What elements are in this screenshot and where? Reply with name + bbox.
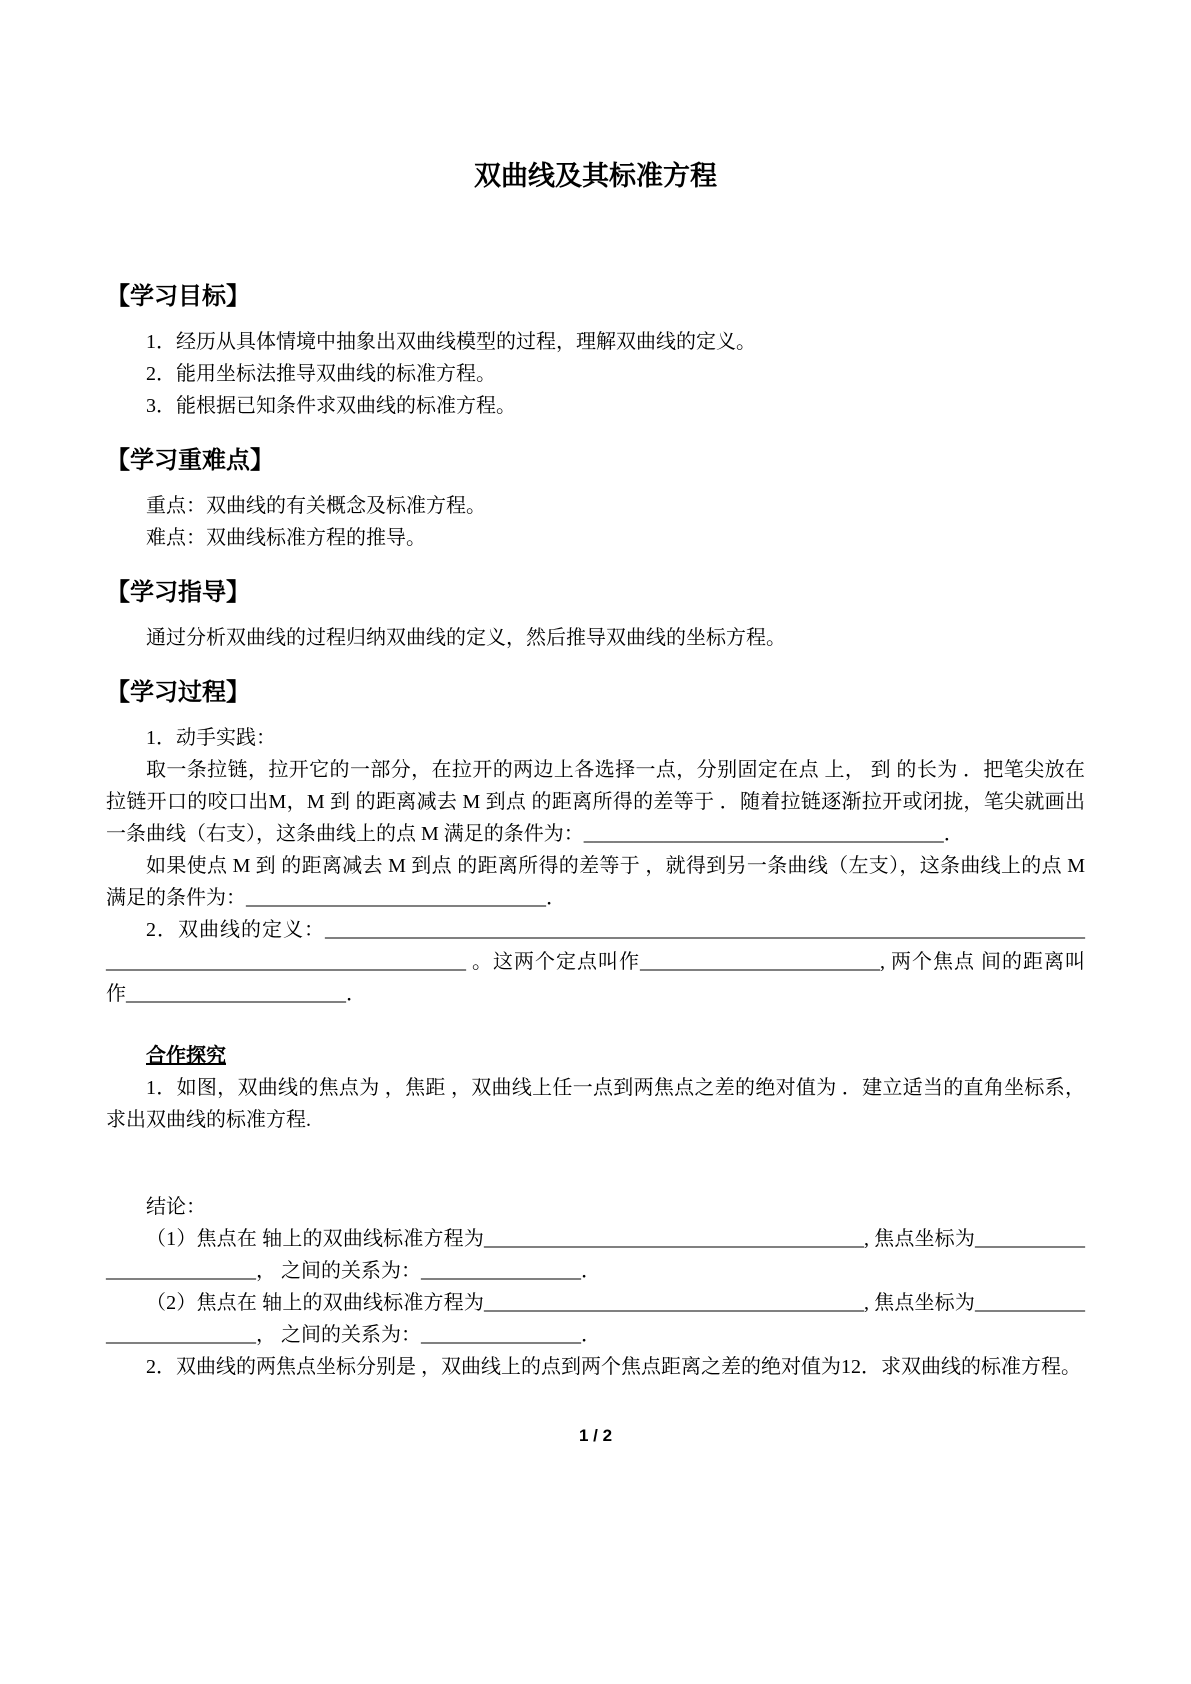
study-guidance-heading: 【学习指导】 (106, 580, 250, 606)
key-points-heading: 【学习重难点】 (106, 448, 274, 474)
left-branch-text: 如果使点 M 到 的距离减去 M 到点 的距离所得的差等于 ，就得到另一条曲线（左支），这条曲线上的点 M 满足的条件为：______________________________． (106, 855, 1085, 909)
cooperative-exploration-heading: 合作探究 (146, 1045, 226, 1067)
page-number: 1 / 2 (578, 1426, 613, 1445)
exploration-problem-1: 1．如图，双曲线的焦点为 ，焦距 ，双曲线上任一点到两焦点之差的绝对值为 ．建立适当的直角坐标系，求出双曲线的标准方程. (106, 1077, 1085, 1131)
learning-goals-heading: 【学习目标】 (106, 284, 250, 310)
conclusion-item-1: （1）焦点在 轴上的双曲线标准方程为______________________________________, 焦点坐标为__________________________， 之间的关系为：________________． (106, 1228, 1085, 1282)
key-point-item: 重点：双曲线的有关概念及标准方程。 (146, 495, 486, 517)
goal-item-1: 1．经历从具体情境中抽象出双曲线模型的过程，理解双曲线的定义。 (146, 331, 756, 353)
goal-item-3: 3．能根据已知条件求双曲线的标准方程。 (146, 395, 516, 417)
hyperbola-definition-text: 2．双曲线的定义：________________________________________________________________________________________________________________ 。这两个定点叫作________________________, 两个焦点 间的距离叫作______________________． (106, 919, 1085, 1005)
section-study-process (106, 678, 1085, 1383)
conclusion-label: 结论： (146, 1196, 206, 1218)
conclusion-item-2: （2）焦点在 轴上的双曲线标准方程为______________________________________, 焦点坐标为__________________________， 之间的关系为：________________． (106, 1292, 1085, 1346)
section-learning-goals (106, 282, 1085, 422)
document-title: 双曲线及其标准方程 (474, 161, 717, 191)
zipper-experiment-text: 取一条拉链，拉开它的一部分，在拉开的两边上各选择一点，分别固定在点 上， 到 的长为 ．把笔尖放在拉链开口的咬口出M，M 到 的距离减去 M 到点 的距离所得的差等于 ．随着拉链逐渐拉开或闭拢，笔尖就画出一条曲线（右支），这条曲线上的点 M 满足的条件为：____________________________________． (106, 759, 1085, 845)
study-guidance-text: 通过分析双曲线的过程归纳双曲线的定义，然后推导双曲线的坐标方程。 (146, 627, 786, 649)
exploration-problem-2: 2．双曲线的两焦点坐标分别是 ，双曲线上的点到两个焦点距离之差的绝对值为12．求双曲线的标准方程。 (146, 1356, 1081, 1378)
section-key-points (106, 446, 1085, 554)
study-process-heading: 【学习过程】 (106, 680, 250, 706)
goal-item-2: 2．能用坐标法推导双曲线的标准方程。 (146, 363, 496, 385)
section-study-guidance (106, 578, 1085, 654)
hands-on-practice-label: 1．动手实践： (146, 727, 276, 749)
difficult-point-item: 难点：双曲线标准方程的推导。 (146, 527, 426, 549)
